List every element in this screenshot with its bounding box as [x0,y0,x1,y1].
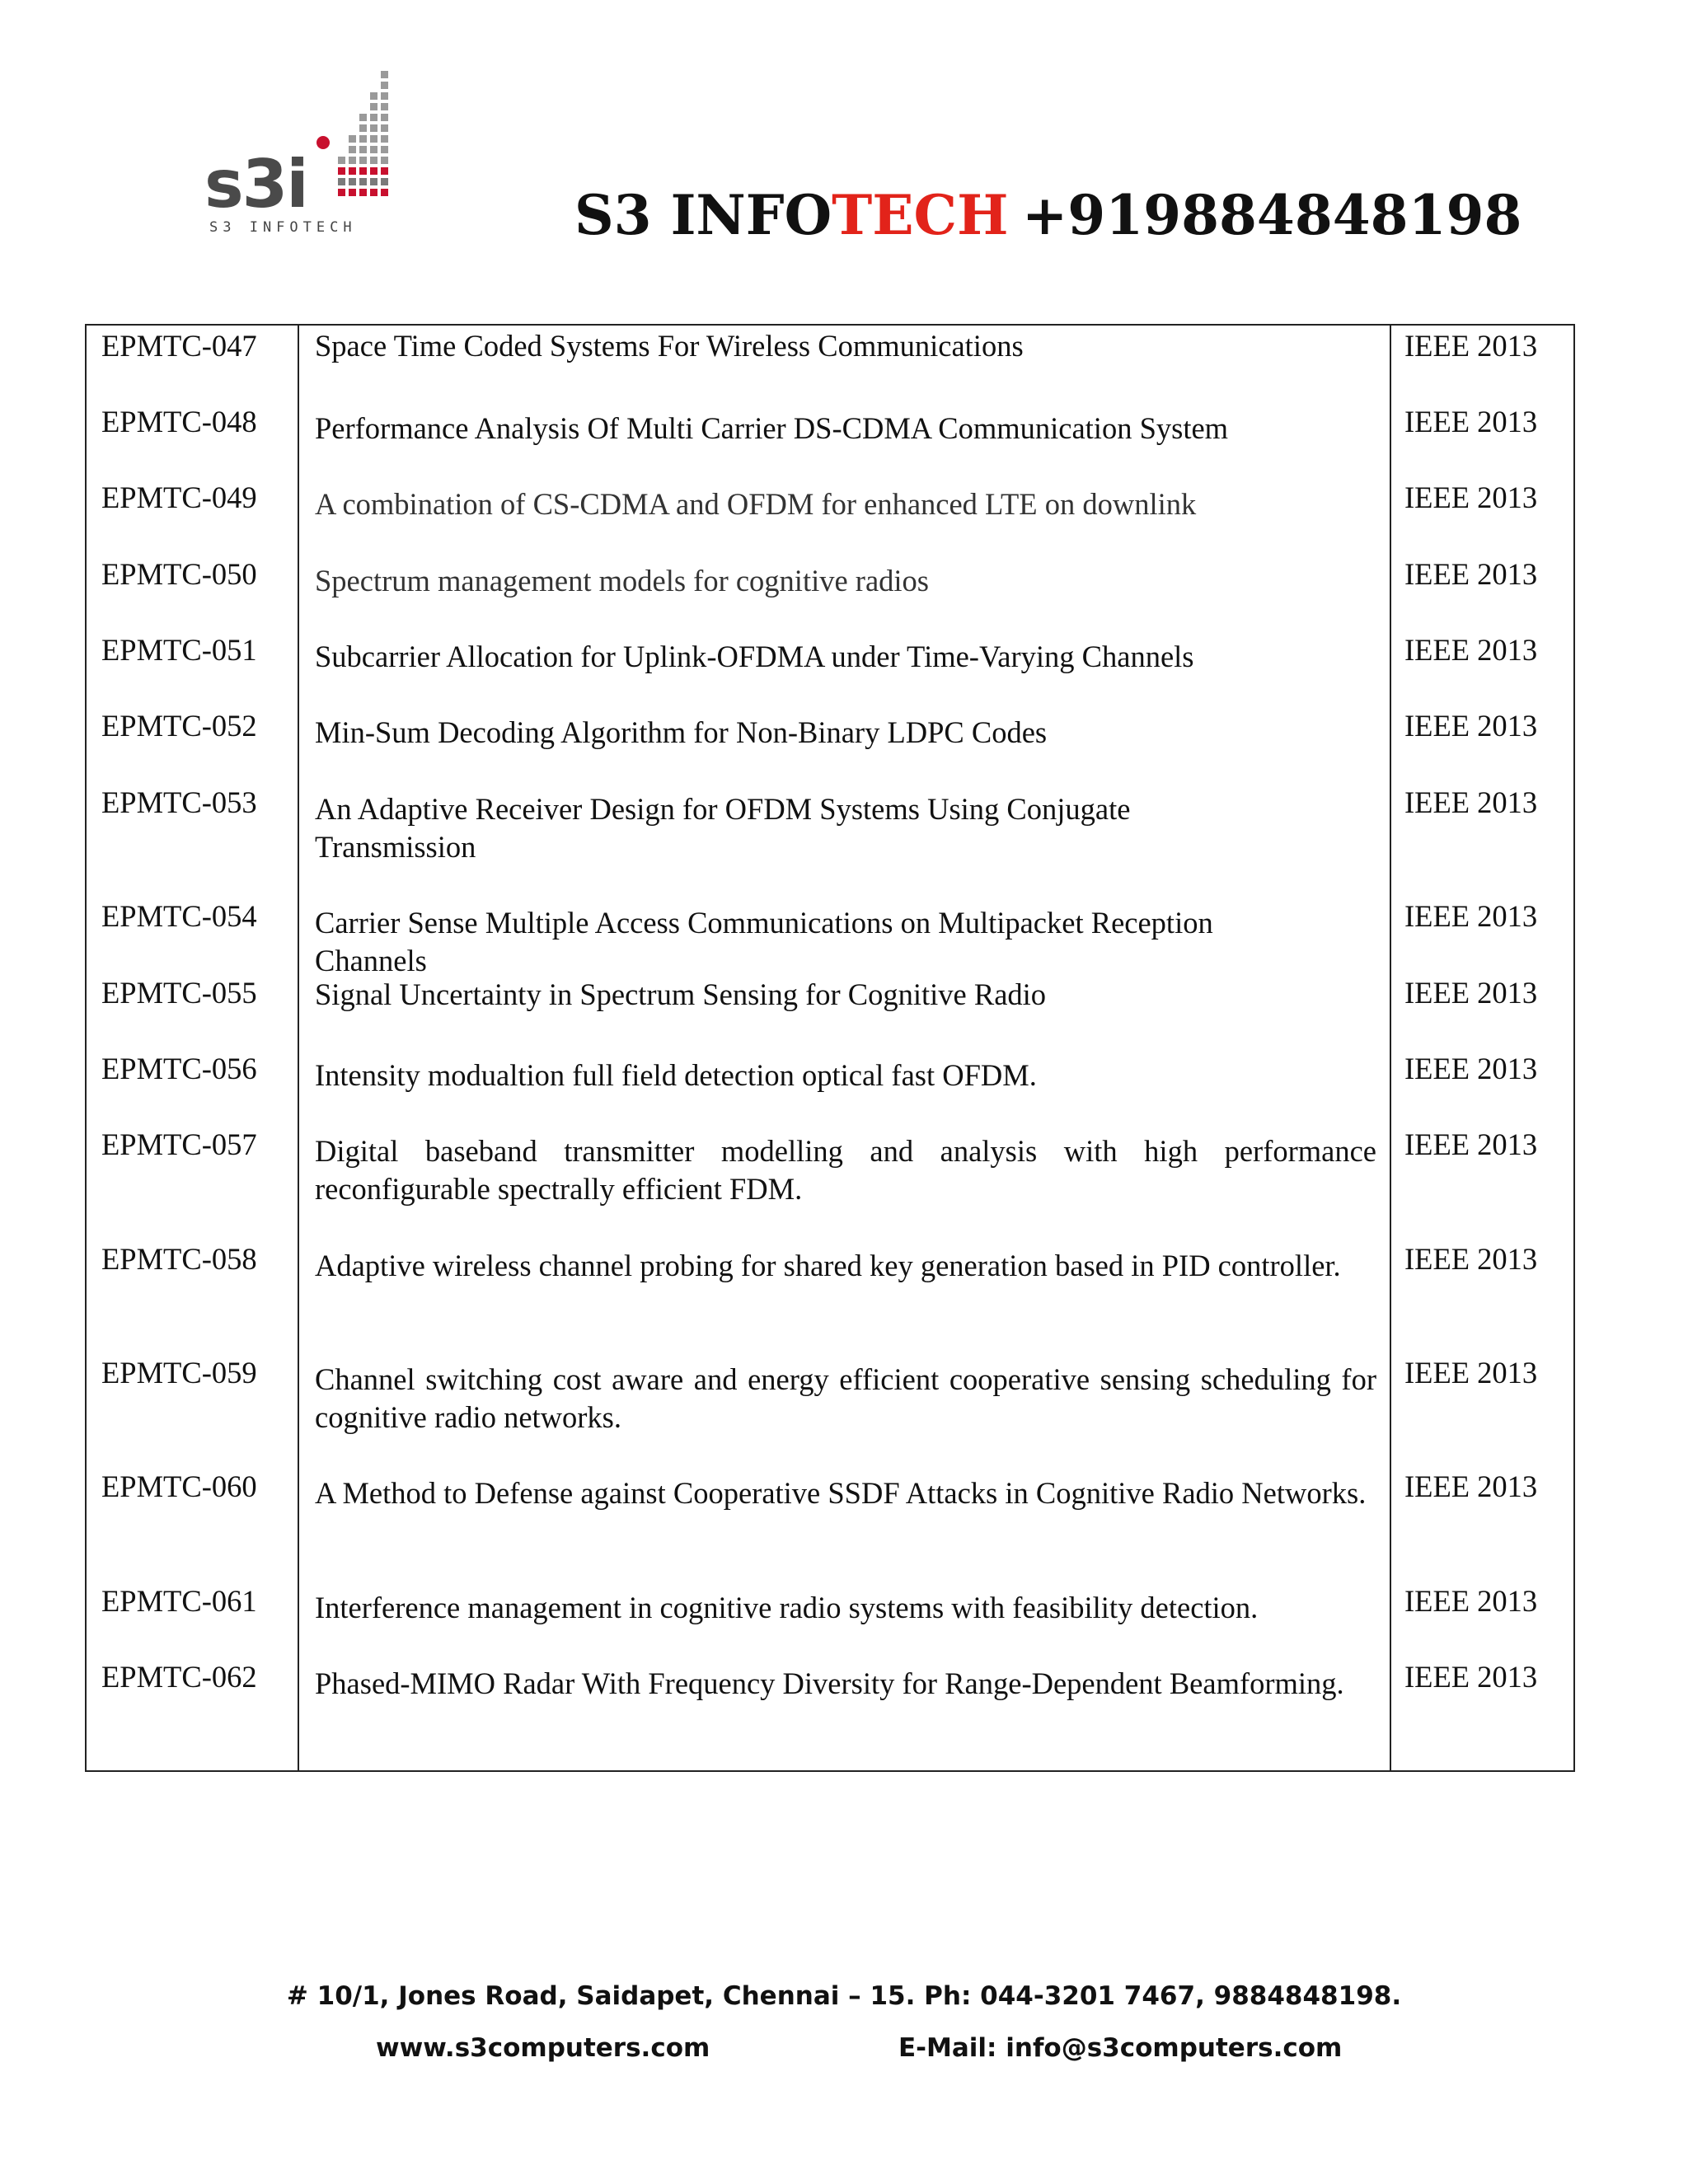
project-code: EPMTC-048 [101,405,257,438]
project-year: IEEE 2013 [1404,1469,1538,1503]
project-year: IEEE 2013 [1404,633,1538,667]
project-title: Carrier Sense Multiple Access Communications on Multipacket Reception Channels [315,906,1213,977]
logo-bar-square [370,157,377,164]
logo-bar-square [381,167,388,175]
logo-bar-square [381,82,388,89]
brand-title-part2: TECH [832,183,1009,247]
logo-subtext: S3 INFOTECH [209,219,357,236]
logo-bar-square [349,189,356,196]
logo-bar-square [381,114,388,121]
project-code: EPMTC-055 [101,976,257,1010]
logo-bar-square [338,167,345,175]
project-title: Adaptive wireless channel probing for shared key generation based in PID controller. [315,1249,1341,1282]
logo-bar-square [359,114,367,121]
project-code: EPMTC-053 [101,785,257,819]
logo-bar-square [359,135,367,143]
project-title: An Adaptive Receiver Design for OFDM Systems Using Conjugate Transmission [315,792,1131,864]
logo-bar-square [370,146,377,153]
project-year: IEEE 2013 [1404,785,1538,819]
logo-bar-square [359,189,367,196]
logo-bar-square [359,146,367,153]
project-code: EPMTC-047 [101,329,257,363]
project-year: IEEE 2013 [1404,976,1538,1010]
footer-address: # 10/1, Jones Road, Saidapet, Chennai – 15. Ph: 044-3201 7467, 9884848198. [286,1981,1402,2011]
logo-bar-square [349,157,356,164]
project-code: EPMTC-051 [101,633,257,667]
project-code: EPMTC-049 [101,480,257,514]
project-title: Subcarrier Allocation for Uplink-OFDMA under Time-Varying Channels [315,640,1194,673]
project-title: Interference management in cognitive radio systems with feasibility detection. [315,1591,1259,1624]
logo-bar-square [349,146,356,153]
logo-bar-square [338,157,345,164]
project-year: IEEE 2013 [1404,405,1538,438]
project-title: Digital baseband transmitter modelling and analysis with high performance reconfigurable spectrally efficient FDM. [315,1134,1376,1206]
project-title: Signal Uncertainty in Spectrum Sensing for Cognitive Radio [315,977,1047,1011]
logo-bar-square [370,178,377,185]
logo-bar-square [338,178,345,185]
project-title: Performance Analysis Of Multi Carrier DS-CDMA Communication System [315,411,1229,445]
project-code: EPMTC-050 [101,557,257,591]
logo-text: s3i [204,146,307,223]
project-title: Phased-MIMO Radar With Frequency Diversity for Range-Dependent Beamforming. [315,1666,1344,1700]
project-title: Min-Sum Decoding Algorithm for Non-Binary LDPC Codes [315,715,1048,749]
logo-bar-square [370,135,377,143]
logo-bar-square [370,167,377,175]
project-year: IEEE 2013 [1404,557,1538,591]
project-code: EPMTC-056 [101,1052,257,1085]
column-divider [298,326,299,1770]
brand-title [574,183,1009,247]
project-code: EPMTC-062 [101,1660,257,1694]
logo-bar-square [338,189,345,196]
project-title: Space Time Coded Systems For Wireless Communications [315,329,1024,363]
logo-bar-square [359,124,367,132]
company-logo [204,97,419,237]
project-year: IEEE 2013 [1404,1584,1538,1618]
logo-bar-square [370,189,377,196]
project-title: Spectrum management models for cognitive radios [315,564,930,598]
logo-bar-square [359,167,367,175]
logo-bar-square [349,135,356,143]
logo-bar-square [381,124,388,132]
logo-bar-square [381,146,388,153]
logo-bar-square [359,178,367,185]
logo-dot [316,136,330,149]
project-year: IEEE 2013 [1404,480,1538,514]
project-code: EPMTC-054 [101,899,257,933]
logo-bar-square [370,92,377,100]
logo-bar-square [349,178,356,185]
logo-bar-square [370,124,377,132]
project-code: EPMTC-052 [101,709,257,743]
project-title: Intensity modualtion full field detection optical fast OFDM. [315,1058,1037,1092]
project-code: EPMTC-058 [101,1242,257,1276]
footer-email: E-Mail: info@s3computers.com [898,2033,1343,2063]
logo-bar-square [381,157,388,164]
project-year: IEEE 2013 [1404,709,1538,743]
project-title: A combination of CS-CDMA and OFDM for enhanced LTE on downlink [315,487,1197,521]
logo-bar-square [381,103,388,110]
project-table [85,324,1575,1772]
project-code: EPMTC-057 [101,1127,257,1161]
logo-bar-square [370,114,377,121]
logo-bar-square [359,157,367,164]
logo-bar-square [381,189,388,196]
logo-bar-square [381,92,388,100]
project-year: IEEE 2013 [1404,329,1538,363]
project-title: A Method to Defense against Cooperative SSDF Attacks in Cognitive Radio Networks. [315,1476,1367,1510]
logo-bar-square [381,71,388,78]
column-divider [1390,326,1391,1770]
project-year: IEEE 2013 [1404,1127,1538,1161]
project-code: EPMTC-059 [101,1356,257,1390]
brand-title-part1: S3 INFO [574,183,832,247]
logo-bar-square [349,167,356,175]
project-code: EPMTC-060 [101,1469,257,1503]
logo-bar-square [370,103,377,110]
project-title: Channel switching cost aware and energy efficient cooperative sensing scheduling for cognitive radio networks. [315,1362,1376,1434]
header-phone: +919884848198 [1022,183,1522,247]
logo-bar-square [381,178,388,185]
logo-bar-square [381,135,388,143]
project-year: IEEE 2013 [1404,1242,1538,1276]
project-code: EPMTC-061 [101,1584,257,1618]
project-year: IEEE 2013 [1404,1660,1538,1694]
footer-website: www.s3computers.com [376,2033,710,2063]
project-year: IEEE 2013 [1404,1356,1538,1390]
project-year: IEEE 2013 [1404,1052,1538,1085]
project-year: IEEE 2013 [1404,899,1538,933]
